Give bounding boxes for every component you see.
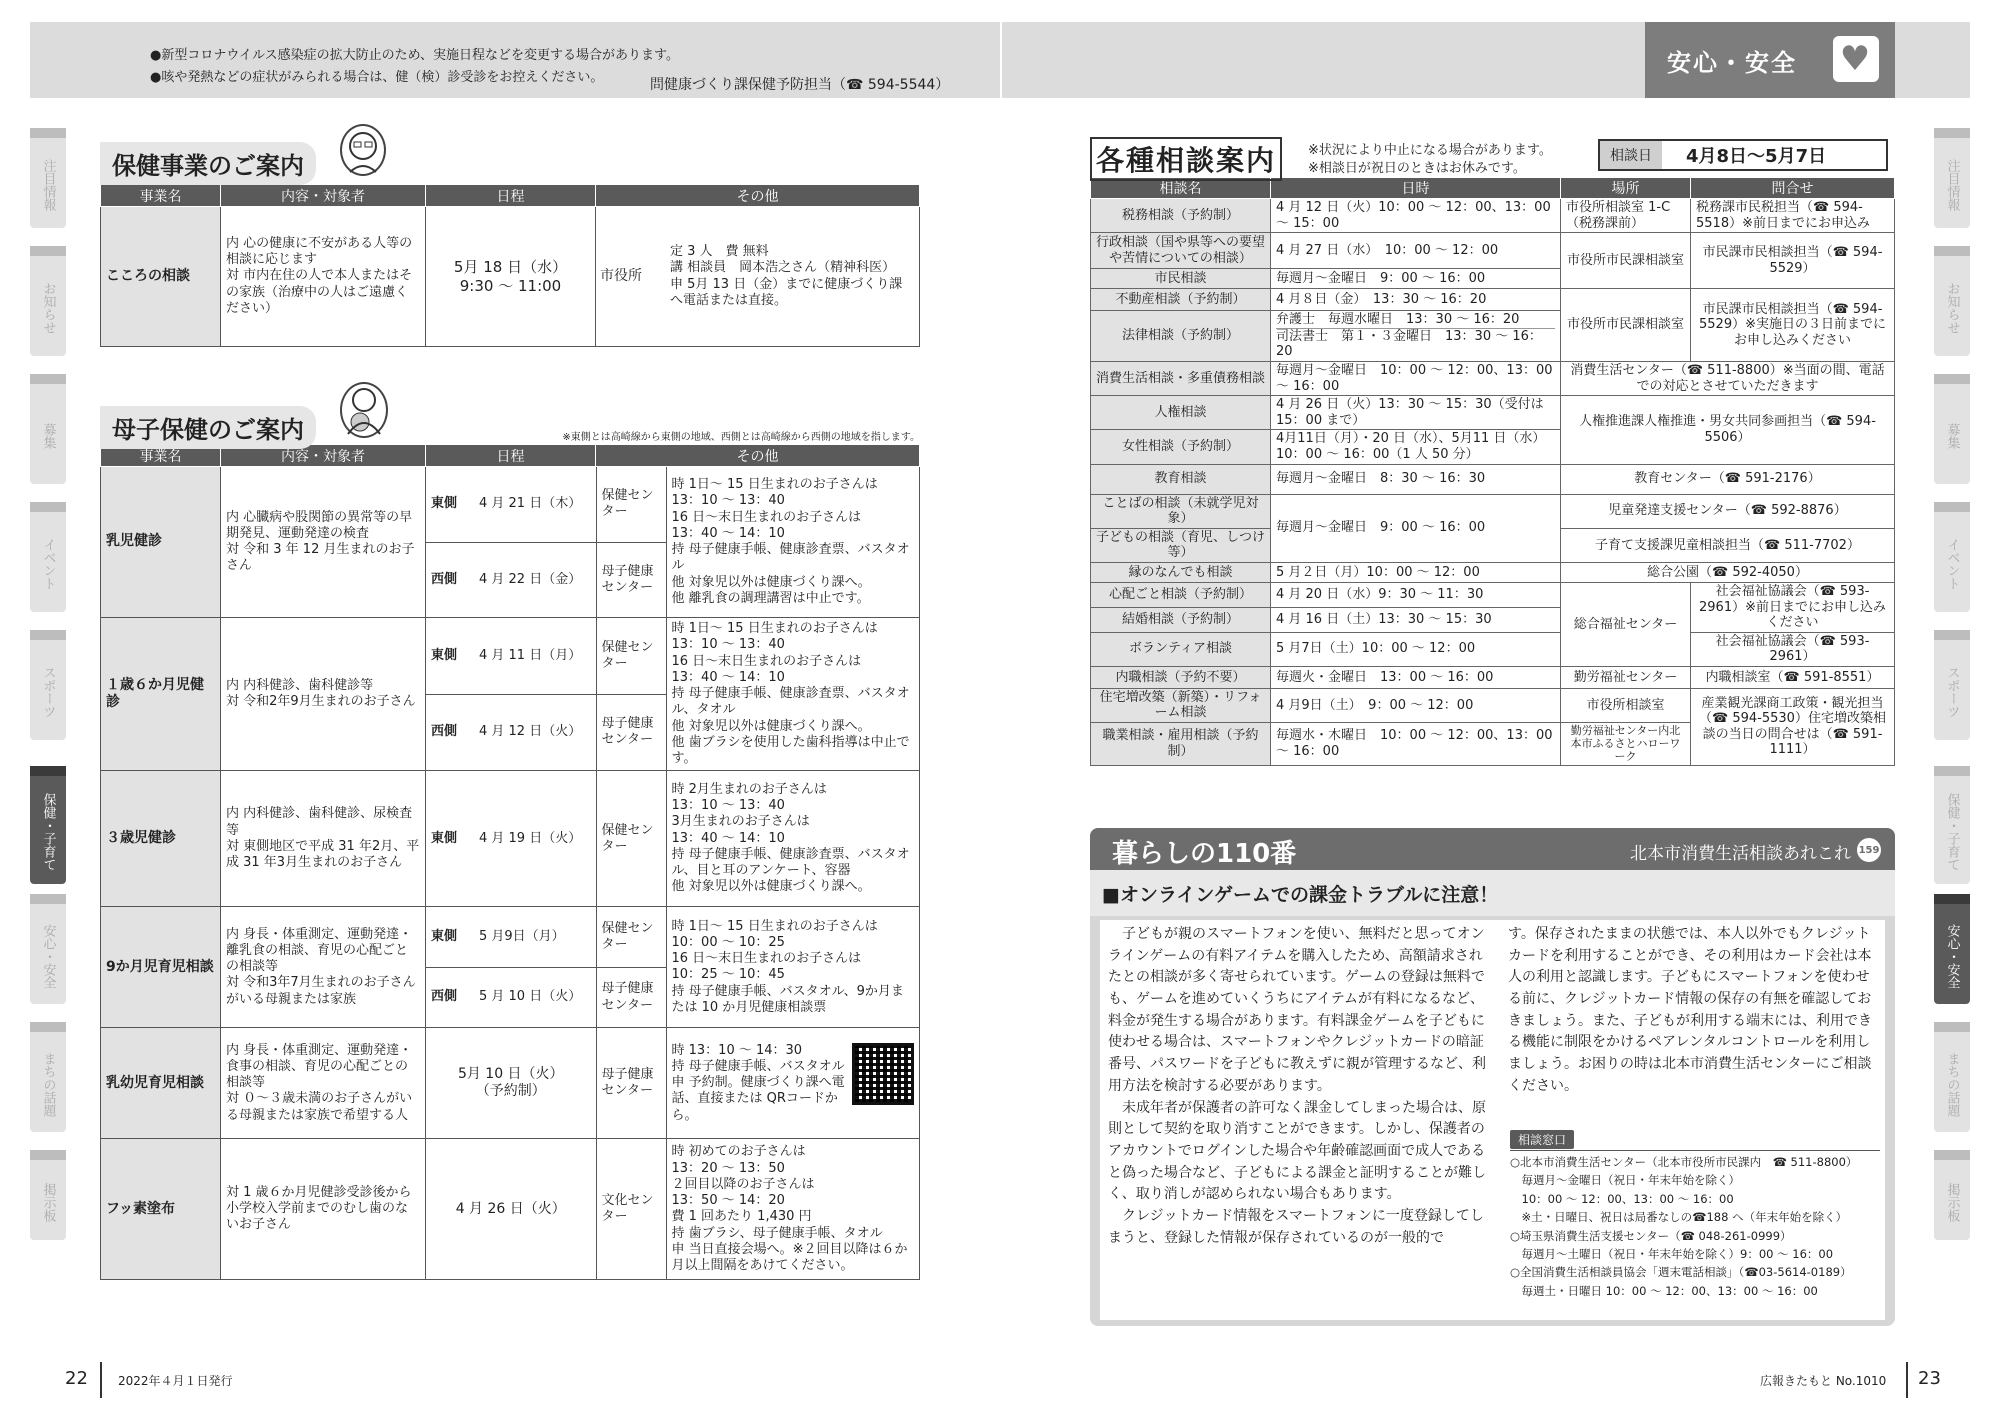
boshi-section <box>100 380 920 1280</box>
sodan-contact: 社会福祉協議会（☎ 593-2961） <box>1691 632 1895 666</box>
text-line: 持 母子健康手帳、健康診査票、バスタオル、タオル <box>671 686 910 718</box>
sodan-contact: 産業観光課商工政策・観光担当（☎ 594-5530）住宅増改築相談の当日の問合せは（☎ 591-1111） <box>1691 688 1895 765</box>
sodan-name: 行政相談（国や県等への要望や苦情についての相談） <box>1091 233 1271 269</box>
sodan-contact: 市民課市民相談担当（☎ 594-5529） <box>1691 233 1895 289</box>
west-place: 母子健康センター <box>596 967 666 1027</box>
east-date: 4 月 19 日（火） <box>479 830 582 846</box>
sodan-time: 毎週火・金曜日 13：00 ～ 16：00 <box>1271 666 1561 688</box>
east-date: 5 月9日（月） <box>479 928 565 944</box>
side-tab-5[interactable]: 保健・子育て <box>30 766 66 884</box>
kurashi-section <box>1090 828 1895 1326</box>
sodan-time: 4 月８日（金） 13：30 ～ 16：20 <box>1271 289 1561 311</box>
sodan-time: 5 月２日（月）10：00 ～ 12：00 <box>1271 562 1561 582</box>
doctor-illustration <box>340 124 386 176</box>
sodan-body <box>1091 199 1895 766</box>
table-row <box>101 1028 920 1139</box>
text-line: 内 身長・体重測定、運動発達・離乳食の相談、育児の心配ごとの相談等 <box>226 926 413 975</box>
other-cell <box>666 1139 919 1279</box>
west-place: 母子健康センター <box>596 694 666 770</box>
footer-divider-left <box>100 1362 102 1398</box>
madoguchi-line: 毎週土・日曜日 10：00 ～ 12：00、13：00 ～ 16：00 <box>1521 1283 1818 1298</box>
kurashi-body <box>1100 920 1885 1320</box>
west-date: 5 月 10 日（火） <box>474 967 596 1027</box>
text-line: ２回目以降のお子さんは <box>671 1176 815 1192</box>
side-tab-5[interactable]: 保健・子育て <box>1934 766 1970 884</box>
boshi-note: ※東側とは高崎線から東側の地域、西側とは高崎線から西側の地域を指します。 <box>562 432 920 443</box>
sodan-time: 毎週月～金曜日 9：00 ～ 16：00 <box>1271 269 1561 289</box>
boshi-title: 母子保健のご案内 <box>100 406 316 449</box>
table-row <box>1091 464 1895 494</box>
page-number-left: 22 <box>65 1368 88 1389</box>
table-row <box>1091 199 1895 233</box>
sodan-name: 職業相談・雇用相談（予約制） <box>1091 723 1271 766</box>
sodan-place: 市役所市民課相談室 <box>1561 289 1691 362</box>
sodan-section <box>1090 135 1895 766</box>
place-text: 市役所 <box>600 267 642 284</box>
table-row <box>1091 632 1895 666</box>
footer-divider-right <box>1906 1362 1908 1398</box>
table-row <box>1091 562 1895 582</box>
kurashi-series: 北本市消費生活相談あれこれ <box>1630 844 1851 864</box>
madoguchi-line: 毎週月～土曜日（祝日・年末年始を除く）9：00 ～ 16：00 <box>1521 1246 1834 1261</box>
other-cell <box>666 771 919 906</box>
side-tab-2[interactable]: 募集 <box>1934 374 1970 484</box>
header-cell: 日程 <box>426 445 596 467</box>
table-row <box>1091 233 1895 269</box>
sodan-time: 4 月 20 日（水）9：30 ～ 11：30 <box>1271 582 1561 607</box>
side-tab-8[interactable]: 掲示板 <box>1934 1150 1970 1240</box>
west-label: 西側 <box>426 542 474 617</box>
table-row <box>1091 666 1895 688</box>
side-tab-7[interactable]: まちの話題 <box>30 1022 66 1132</box>
sodan-time: 毎週月～金曜日 9：00 ～ 16：00 <box>1271 494 1561 562</box>
kurashi-column-1 <box>1108 924 1488 1249</box>
text-line: 16 日～末日生まれのお子さんは <box>671 951 862 966</box>
program-name: １歳６か月児健診 <box>101 618 221 771</box>
text-line: 13：50 ～ 14：20 <box>671 1193 785 1208</box>
west-date: 4 月 22 日（金） <box>474 542 596 617</box>
program-date <box>426 207 596 347</box>
place-cell: 母子健康センター <box>596 1028 666 1138</box>
time-text: 9:30 ～ 11:00 <box>459 276 562 295</box>
text-line: 13：10 ～ 13：40 <box>671 637 785 653</box>
date-cell <box>426 1139 596 1279</box>
side-tab-4[interactable]: スポーツ <box>1934 630 1970 740</box>
text-line: 10：25 ～ 10：45 <box>671 967 785 983</box>
text-line: 費 1 回あたり 1,430 円 <box>671 1209 812 1225</box>
kurashi-title: 暮らしの110番 <box>1112 839 1297 869</box>
time-line: 弁護士 毎週水曜日 13：30 ～ 16：20 <box>1276 312 1520 328</box>
header-cell: 日程 <box>426 185 596 207</box>
sodan-contact: 人権推進課人権推進・男女共同参画担当（☎ 594-5506） <box>1561 396 1895 464</box>
table-row <box>101 207 920 347</box>
text-line: 内 身長・体重測定、運動発達・食事の相談、育児の心配ごとの相談等 <box>226 1042 413 1091</box>
kurashi-header <box>1090 828 1895 870</box>
sodan-name: 人権相談 <box>1091 396 1271 430</box>
text-line: 16 日～末日生まれのお子さんは <box>671 653 862 669</box>
west-label: 西側 <box>426 694 474 770</box>
text-line: 10：00 ～ 10：25 <box>671 934 785 950</box>
text-line: 申 予約制。健康づくり課へ電話、直接または QRコードから。 <box>671 1075 845 1123</box>
sodan-time <box>1271 311 1561 362</box>
sodan-day-label: 相談日 <box>1600 141 1662 169</box>
program-content <box>221 771 426 907</box>
kurashi-series-number: 159 <box>1857 838 1881 862</box>
date-text: 4 月 26 日（火） <box>455 1200 566 1217</box>
program-other <box>596 207 920 347</box>
content-line: 対 市内在住の人で本人またはその家族（治療中の人はご遠慮ください） <box>226 268 413 316</box>
table-row <box>101 467 920 618</box>
text-line: 13：20 ～ 13：50 <box>671 1160 785 1176</box>
qr-code-icon[interactable] <box>852 1043 914 1105</box>
sodan-time: 毎週月～金曜日 10：00 ～ 12：00、13：00 ～ 16：00 <box>1271 361 1561 395</box>
date-text: 5月 18 日（水） <box>453 257 568 276</box>
sodan-time: 毎週水・木曜日 10：00 ～ 12：00、13：00 ～ 16：00 <box>1271 723 1561 766</box>
side-tab-6[interactable]: 安心・安全 <box>1934 894 1970 1004</box>
side-tab-0[interactable]: 注目情報 <box>30 128 66 228</box>
header-cell: 場所 <box>1561 178 1691 199</box>
sodan-name: 女性相談（予約制） <box>1091 430 1271 464</box>
sodan-contact: 税務課市民税担当（☎ 594-5518）※前日までにお申込み <box>1691 199 1895 233</box>
sodan-contact: 教育センター（☎ 591-2176） <box>1561 464 1895 494</box>
hoken-table <box>100 184 920 347</box>
sodan-time: 4月11日（月）・20 日（水）、5月11 日（水）10：00 ～ 16：00（1 人 50 分） <box>1271 430 1561 464</box>
side-tab-4[interactable]: スポーツ <box>30 630 66 740</box>
table-row <box>1091 396 1895 430</box>
header-cell: その他 <box>596 445 920 467</box>
date-place-cell <box>426 771 920 907</box>
text-line: 対 東側地区で平成 31 年2月、平成 31 年3月生まれのお子さん <box>226 838 420 870</box>
header-cell: 相談名 <box>1091 178 1271 199</box>
category-tag <box>1645 22 1895 98</box>
sodan-table <box>1090 177 1895 766</box>
sodan-name: 法律相談（予約制） <box>1091 311 1271 362</box>
text-line: 他 対象児以外は健康づくり課へ。 <box>671 879 871 895</box>
other-line: 講 相談員 岡本浩之さん（精神科医） <box>670 260 896 276</box>
text-line: 3月生まれのお子さんは <box>671 814 810 830</box>
east-place: 保健センター <box>596 771 666 906</box>
header-cell: 事業名 <box>101 185 221 207</box>
kurashi-subtitle: ■オンラインゲームでの課金トラブルに注意！ <box>1102 884 1499 906</box>
program-name: ３歳児健診 <box>101 771 221 907</box>
program-content <box>221 467 426 618</box>
sodan-title: 各種相談案内 <box>1090 137 1282 181</box>
sodan-name: 市民相談 <box>1091 269 1271 289</box>
text-line: 13：10 ～ 13：40 <box>671 493 785 509</box>
madoguchi-line: 10：00 ～ 12：00、13：00 ～ 16：00 <box>1521 1191 1734 1206</box>
text-line: 対 1 歳６か月児健診受診後から小学校入学前までのむし歯のないお子さん <box>226 1184 412 1233</box>
page-number-right: 23 <box>1918 1368 1941 1389</box>
sodan-contact: 消費生活センター（☎ 511-8800）※当面の間、電話での対応とさせていただきます <box>1561 361 1895 395</box>
sodan-place: 市役所相談室 1-C（税務課前） <box>1561 199 1691 233</box>
side-tab-3[interactable]: イベント <box>1934 502 1970 612</box>
table-row <box>1091 494 1895 528</box>
date-place-cell <box>426 467 920 618</box>
program-content <box>221 907 426 1028</box>
sodan-name: ことばの相談（未就学児対象） <box>1091 494 1271 528</box>
west-date: 4 月 12 日（火） <box>474 694 596 770</box>
sodan-contact: 社会福祉協議会（☎ 593-2961）※前日までにお申し込みください <box>1691 582 1895 632</box>
other-cell <box>666 618 919 770</box>
sodan-name: 縁のなんでも相談 <box>1091 562 1271 582</box>
sodan-name: 子どもの相談（育児、しつけ等） <box>1091 528 1271 562</box>
table-row <box>1091 688 1895 722</box>
date-place-cell <box>426 1139 920 1280</box>
text-line: 他 対象児以外は健康づくり課へ。 <box>671 718 871 734</box>
side-tab-3[interactable]: イベント <box>30 502 66 612</box>
madoguchi-line: 毎週月～金曜日（祝日・年末年始を除く） <box>1521 1173 1740 1188</box>
east-label: 東側 <box>431 647 458 663</box>
boshi-body <box>101 467 920 1280</box>
sodan-day-box <box>1598 139 1888 171</box>
notice-line-1: ●新型コロナウイルス感染症の拡大防止のため、実施日程などを変更する場合があります。 <box>150 48 680 63</box>
sodan-name: 消費生活相談・多重債務相談 <box>1091 361 1271 395</box>
heart-icon: ♥ <box>1833 36 1879 82</box>
text-line: 他 離乳食の調理講習は中止です。 <box>671 590 870 606</box>
top-notice-banner <box>30 22 1000 98</box>
sodan-place: 市役所相談室 <box>1561 688 1691 722</box>
sodan-time: 4 月 16 日（土）13：30 ～ 15：30 <box>1271 607 1561 632</box>
side-tab-0[interactable]: 注目情報 <box>1934 128 1970 228</box>
sodan-name: 心配ごと相談（予約制） <box>1091 582 1271 607</box>
text-line: 13：40 ～ 14：10 <box>671 830 785 846</box>
header-cell: 内容・対象者 <box>221 185 426 207</box>
text-line: 内 心臓病や股関節の異常等の早期発見、運動発達の検査 <box>226 509 413 541</box>
other-line: 定 3 人 費 無料 <box>670 244 769 259</box>
header-cell: その他 <box>596 185 920 207</box>
text-line: 時 1日～ 15 日生まれのお子さんは <box>671 621 878 636</box>
other-cell <box>666 907 919 1027</box>
notice-line-2: ●咳や発熱などの症状がみられる場合は、健（検）診受診をお控えください。 <box>150 70 604 85</box>
east-date: 4 月 11 日（月） <box>479 647 582 663</box>
publish-date: 2022年４月１日発行 <box>118 1374 233 1388</box>
sodan-place: 市役所市民課相談室 <box>1561 233 1691 289</box>
sodan-place: 勤労福祉センター内北本市ふるさとハローワーク <box>1561 723 1691 766</box>
header-cell: 問合せ <box>1691 178 1895 199</box>
header-cell: 事業名 <box>101 445 221 467</box>
east-date: 4 月 21 日（木） <box>479 496 582 512</box>
side-tab-7[interactable]: まちの話題 <box>1934 1022 1970 1132</box>
east-place: 保健センター <box>596 907 666 967</box>
paragraph: 子どもが親のスマートフォンを使い、無料だと思ってオンラインゲームの有料アイテムを購入したため、高額請求されたとの相談が多く寄せられています。ゲームの登録は無料でも、ゲームを進めていくうちにアイテムが有料になるなど、料金が発生する場合があります。有料課金ゲームを子どもに使わせる場合は、スマートフォンやクレジットカードの暗証番号、パスワードを子どもに教えずに親が管理するなど、利用方法を検討する必要があります。 <box>1108 926 1486 1094</box>
other-line: 申 5月 13 日（金）までに健康づくり課へ電話または直接。 <box>670 276 903 308</box>
mother-child-illustration <box>340 382 388 438</box>
text-line: 他 対象児以外は健康づくり課へ。 <box>671 574 871 590</box>
side-tab-2[interactable]: 募集 <box>30 374 66 484</box>
sodan-time: 4 月 27 日（水） 10：00 ～ 12：00 <box>1271 233 1561 269</box>
header-cell: 内容・対象者 <box>221 445 426 467</box>
text-line: 対 令和2年9月生まれのお子さん <box>226 694 416 710</box>
date-place-cell <box>426 1028 920 1139</box>
text-line: 申 当日直接会場へ。※２回目以降は６か月以上間隔をあけてください。 <box>671 1241 908 1273</box>
sodan-name: 税務相談（予約制） <box>1091 199 1271 233</box>
text-line: 時 初めてのお子さんは <box>671 1144 806 1160</box>
text-line: 他 歯ブラシを使用した歯科指導は中止です。 <box>671 734 910 766</box>
program-content <box>221 1028 426 1139</box>
side-tab-1[interactable]: お知らせ <box>1934 246 1970 356</box>
other-cell <box>666 467 919 617</box>
table-row <box>1091 361 1895 395</box>
text-line: 時 2月生まれのお子さんは <box>671 781 827 797</box>
sodan-name: 教育相談 <box>1091 464 1271 494</box>
newsletter-title: 広報きたもと No.1010 <box>1760 1374 1887 1388</box>
text-line: 内 内科健診、歯科健診、尿検査等 <box>226 806 413 838</box>
text-line: 時 1日～ 15 日生まれのお子さんは <box>671 477 878 492</box>
table-row <box>1091 582 1895 607</box>
banner-contact: 問健康づくり課保健予防担当（☎ 594-5544） <box>650 77 950 93</box>
sodan-time: 5 月7日（土）10：00 ～ 12：00 <box>1271 632 1561 666</box>
program-content <box>221 618 426 771</box>
sodan-time: 4 月9日（土） 9：00 ～ 12：00 <box>1271 688 1561 722</box>
sodan-name: 不動産相談（予約制） <box>1091 289 1271 311</box>
text-line: 16 日～末日生まれのお子さんは <box>671 509 862 525</box>
kurashi-subtitle-bar <box>1090 870 1895 916</box>
side-tab-1[interactable]: お知らせ <box>30 246 66 356</box>
hoken-title: 保健事業のご案内 <box>100 142 316 185</box>
side-tab-6[interactable]: 安心・安全 <box>30 894 66 1004</box>
sodan-name: 結婚相談（予約制） <box>1091 607 1271 632</box>
program-name: 乳幼児育児相談 <box>101 1028 221 1139</box>
table-row <box>101 1139 920 1280</box>
text-line: 13：40 ～ 14：10 <box>671 669 785 685</box>
text-line: 持 母子健康手帳、健康診査票、バスタオル、目と耳のアンケート、容器 <box>671 846 910 879</box>
date-place-cell <box>426 618 920 771</box>
sodan-note-1: ※状況により中止になる場合があります。 <box>1308 143 1552 158</box>
paragraph: クレジットカード情報をスマートフォンに一度登録してしまうと、登録した情報が保存されているのが一般的で <box>1108 1207 1484 1246</box>
boshi-table <box>100 444 920 1280</box>
sodan-place: 勤労福祉センター <box>1561 666 1691 688</box>
sodan-name: 内職相談（予約不要） <box>1091 666 1271 688</box>
madoguchi-line: ○全国消費生活相談員協会「週末電話相談」（☎03-5614-0189） <box>1510 1265 1852 1280</box>
hoken-section <box>100 120 920 347</box>
kurashi-column-2 <box>1508 924 1878 1098</box>
madoguchi-line: ○北本市消費生活センター（北本市役所市民課内 ☎ 511-8800） <box>1510 1155 1858 1169</box>
text-line: 持 歯ブラシ、母子健康手帳、タオル <box>671 1225 883 1241</box>
category-label: 安心・安全 <box>1667 48 1797 77</box>
west-place: 母子健康センター <box>596 542 666 617</box>
content-line: 内 心の健康に不安がある人等の相談に応じます <box>226 235 413 268</box>
table-row <box>101 907 920 1028</box>
text-line: 対 令和3年7月生まれのお子さんがいる母親または家族 <box>226 975 416 1007</box>
program-name: こころの相談 <box>101 207 221 347</box>
program-content <box>221 207 426 347</box>
sodan-name: ボランティア相談 <box>1091 632 1271 666</box>
program-name: フッ素塗布 <box>101 1139 221 1280</box>
sodan-time: 4 月 26 日（火）13：30 ～ 15：30（受付は 15：00 まで） <box>1271 396 1561 430</box>
sodan-time: 4 月 12 日（火）10：00 ～ 12：00、13：00 ～ 15：00 <box>1271 199 1561 233</box>
west-label: 西側 <box>426 967 474 1027</box>
table-row <box>1091 289 1895 311</box>
date-text: 5月 10 日（火） <box>457 1065 564 1082</box>
madoguchi-line: ※土・日曜日、祝日は局番なしの☎188 へ（年末年始を除く） <box>1521 1210 1848 1225</box>
paragraph: 未成年者が保護者の許可なく課金してしまった場合は、原則として契約を取り消すことができます。しかし、保護者のアカウントでログインした場合や年齢確認画面で成人であると偽った場合など、子どもによる課金と証明することが難しく、取り消しが認められない場合もあります。 <box>1108 1099 1486 1203</box>
paragraph: す。保存されたままの状態では、本人以外でもクレジットカードを利用することができ、その利用はカード会社は本人の利用と認識します。子どもにスマートフォンを使わせる前に、クレジットカード情報の保存の有無を確認しておきましょう。また、子どもが利用する端末には、利用できる機能に制限をかけるペアレンタルコントロールを利用しましょう。お困りの時は北本市消費生活センターにご相談ください。 <box>1508 926 1872 1094</box>
sodan-day-range: 4月8日～5月7日 <box>1686 146 1827 167</box>
east-place: 保健センター <box>596 467 666 542</box>
text-line: 持 母子健康手帳、バスタオル、9か月または 10 か月児健康相談票 <box>671 983 904 1015</box>
madoguchi-list <box>1510 1150 1880 1300</box>
text-line: 内 内科健診、歯科健診等 <box>226 677 374 693</box>
header-cell: 日時 <box>1271 178 1561 199</box>
east-place: 保健センター <box>596 618 666 694</box>
date-place-cell <box>426 907 920 1028</box>
east-label: 東側 <box>431 496 458 512</box>
east-label: 東側 <box>431 830 458 846</box>
table-row <box>101 771 920 907</box>
text-line: 13：40 ～ 14：10 <box>671 525 785 541</box>
sodan-time: 毎週月～金曜日 8：30 ～ 16：30 <box>1271 464 1561 494</box>
madoguchi-line: ○埼玉県消費生活支援センター（☎ 048-261-0999） <box>1510 1228 1792 1243</box>
sodan-contact: 総合公園（☎ 592-4050） <box>1561 562 1895 582</box>
text-line: 時 1日～ 15 日生まれのお子さんは <box>671 918 878 934</box>
sodan-place: 総合福祉センター <box>1561 582 1691 666</box>
program-content <box>221 1139 426 1280</box>
program-name: 9か月児育児相談 <box>101 907 221 1028</box>
program-name: 乳児健診 <box>101 467 221 618</box>
sodan-contact: 市民課市民相談担当（☎ 594-5529）※実施日の３日前までにお申し込みください <box>1691 289 1895 362</box>
text-line: 持 母子健康手帳、バスタオル <box>671 1058 845 1074</box>
text-line: 13：10 ～ 13：40 <box>671 798 785 814</box>
place-cell: 文化センター <box>596 1139 666 1279</box>
table-row <box>101 618 920 771</box>
text-line: 対 令和 3 年 12 月生まれのお子さん <box>226 542 415 574</box>
sodan-contact: 子育て支援課児童相談担当（☎ 511-7702） <box>1561 528 1895 562</box>
hoken-header-row <box>101 185 920 207</box>
sodan-contact: 児童発達支援センター（☎ 592-8876） <box>1561 494 1895 528</box>
sodan-contact: 内職相談室（☎ 591-8551） <box>1691 666 1895 688</box>
time-line: 司法書士 第１・３金曜日 13：30 ～ 16：20 <box>1276 328 1555 360</box>
side-tab-8[interactable]: 掲示板 <box>30 1150 66 1240</box>
text-line: 時 13：10 ～ 14：30 <box>671 1042 803 1058</box>
madoguchi-label: 相談窓口 <box>1510 1130 1574 1149</box>
other-cell <box>666 1028 919 1138</box>
text-line: 持 母子健康手帳、健康診査票、バスタオル <box>671 542 910 574</box>
sodan-note-2: ※相談日が祝日のときはお休みです。 <box>1308 161 1526 176</box>
sodan-name: 住宅増改築（新築）・リフォーム相談 <box>1091 688 1271 722</box>
text-line: 対 ０～３歳未満のお子さんがいる母親または家族で希望する人 <box>226 1091 413 1123</box>
east-label: 東側 <box>431 928 458 944</box>
date-cell <box>426 1028 596 1138</box>
date-note: （予約制） <box>475 1083 546 1100</box>
